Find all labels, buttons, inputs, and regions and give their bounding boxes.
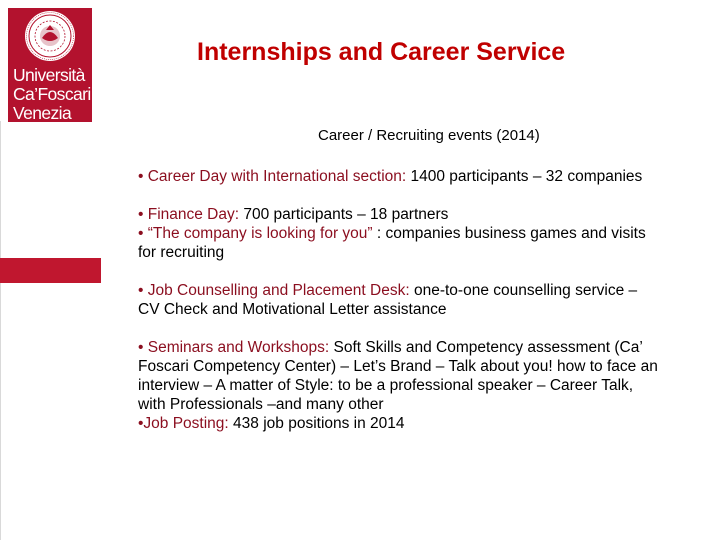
- logo-line-2: Ca’Foscari: [13, 84, 91, 104]
- page-title: Internships and Career Service: [197, 38, 566, 66]
- item-lead: • Career Day with International section:: [138, 168, 411, 185]
- item-text: : companies business games and visits for recruiting: [138, 225, 646, 261]
- side-accent-bar: [0, 258, 101, 283]
- item-text: one-to-one counselling service – CV Check and Motivational Letter assistance: [138, 282, 638, 318]
- item-text: 700 participants – 18 partners: [243, 206, 449, 223]
- university-seal-icon: [22, 8, 78, 64]
- list-item-job-counselling: [138, 281, 658, 319]
- list-item-company-looking: [138, 224, 658, 262]
- university-logo: [8, 8, 92, 122]
- left-divider: [0, 121, 1, 540]
- list-item-job-posting: [138, 414, 658, 433]
- item-text: Soft Skills and Competency assessment (Ca’ Foscari Competency Center) – Let’s Brand – Talk about you! how to face an interview – A matter of Style: to be a professional speaker – Career Talk, with Professionals –and many other: [138, 339, 658, 413]
- logo-line-3: Venezia: [13, 103, 72, 123]
- logo-line-1: Università: [13, 65, 85, 85]
- section-subtitle: Career / Recruiting events (2014): [318, 127, 540, 144]
- item-lead: • Finance Day:: [138, 206, 244, 223]
- list-item-finance-day: [138, 205, 658, 224]
- bullet-list: [138, 167, 658, 433]
- item-text: 438 job positions in 2014: [233, 415, 405, 432]
- list-item-career-day: [138, 167, 658, 186]
- item-lead: • Seminars and Workshops:: [138, 339, 334, 356]
- list-item-seminars: [138, 338, 658, 414]
- item-lead: • “The company is looking for you”: [138, 225, 377, 242]
- item-lead: •Job Posting:: [138, 415, 234, 432]
- item-text: 1400 participants – 32 companies: [410, 168, 643, 185]
- item-lead: • Job Counselling and Placement Desk:: [138, 282, 414, 299]
